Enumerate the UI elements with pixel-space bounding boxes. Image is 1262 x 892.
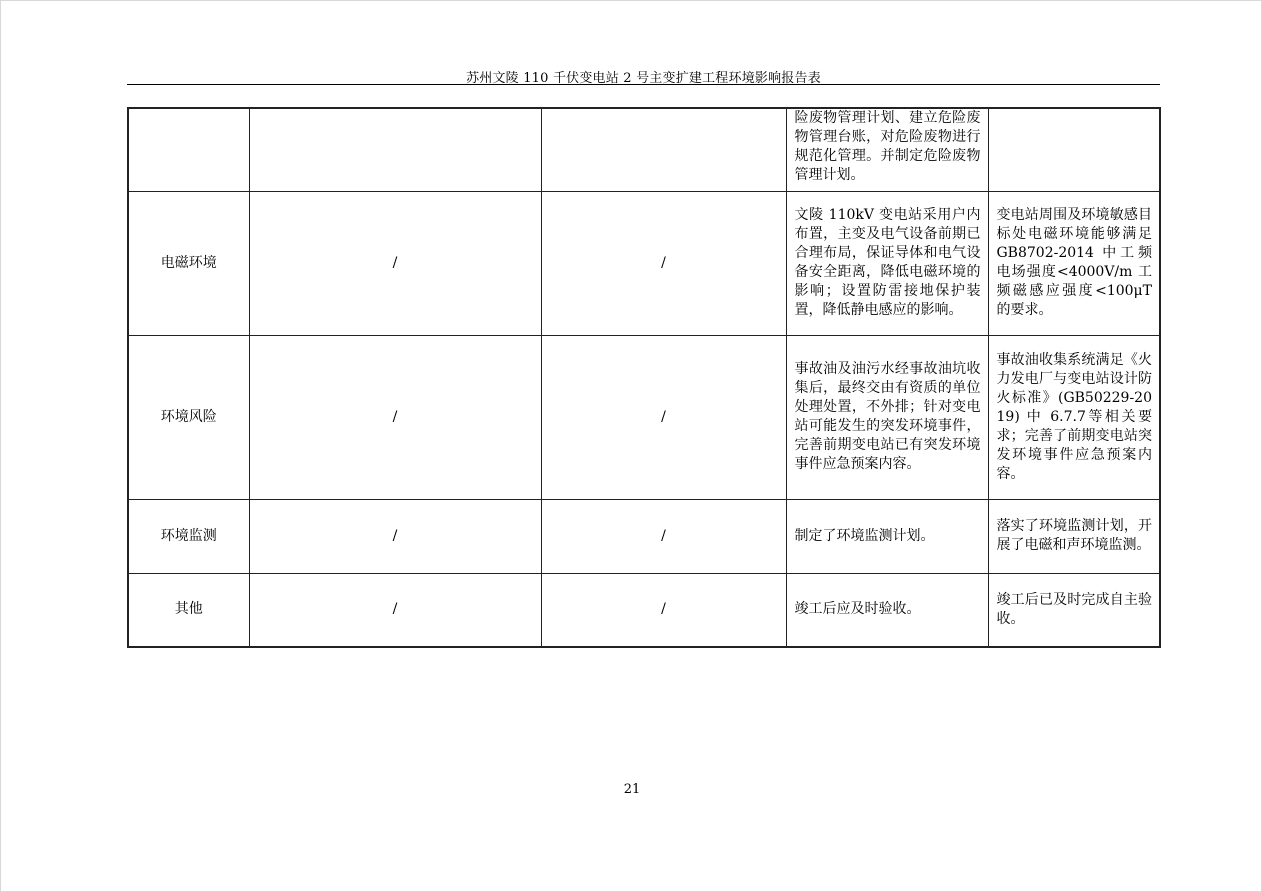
category-cell: 环境监测: [128, 499, 249, 573]
result-cell: 落实了环境监测计划，开展了电磁和声环境监测。: [988, 499, 1160, 573]
measures-cell: 制定了环境监测计划。: [786, 499, 988, 573]
measures-cell: 险废物管理计划、建立危险废物管理台账，对危险废物进行规范化管理。并制定危险废物管理计划。: [786, 108, 988, 191]
table-row: [128, 573, 1160, 647]
result-cell: 竣工后已及时完成自主验收。: [988, 573, 1160, 647]
header-divider: [127, 84, 1160, 85]
environment-measures-table: [127, 107, 1161, 648]
table-row: [128, 191, 1160, 335]
result-cell: [988, 108, 1160, 191]
table-cell: /: [541, 573, 786, 647]
result-cell: 变电站周围及环境敏感目标处电磁环境能够满足 GB8702-2014 中工频电场强度<4000V/m 工频磁感应强度<100μT 的要求。: [988, 191, 1160, 335]
table-cell: /: [249, 191, 541, 335]
category-cell: [128, 108, 249, 191]
table-cell: /: [541, 191, 786, 335]
category-cell: 其他: [128, 573, 249, 647]
measures-cell: 文陵 110kV 变电站采用户内布置，主变及电气设备前期已合理布局，保证导体和电气设备安全距离，降低电磁环境的影响；设置防雷接地保护装置，降低静电感应的影响。: [786, 191, 988, 335]
category-cell: 环境风险: [128, 335, 249, 499]
table-row: [128, 108, 1160, 191]
measures-cell: 竣工后应及时验收。: [786, 573, 988, 647]
table-row: [128, 335, 1160, 499]
table-cell: /: [249, 335, 541, 499]
category-cell: 电磁环境: [128, 191, 249, 335]
measures-cell: 事故油及油污水经事故油坑收集后，最终交由有资质的单位处理处置，不外排；针对变电站可能发生的突发环境事件，完善前期变电站已有突发环境事件应急预案内容。: [786, 335, 988, 499]
document-header-title: 苏州文陵 110 千伏变电站 2 号主变扩建工程环境影响报告表: [466, 71, 821, 86]
table-cell: [541, 108, 786, 191]
result-cell: 事故油收集系统满足《火力发电厂与变电站设计防火标准》(GB50229-2019) 中 6.7.7等相关要求；完善了前期变电站突发环境事件应急预案内容。: [988, 335, 1160, 499]
table-row: [128, 499, 1160, 573]
table-cell: /: [541, 335, 786, 499]
table-cell: /: [249, 573, 541, 647]
table-cell: /: [249, 499, 541, 573]
table-cell: [249, 108, 541, 191]
table-cell: /: [541, 499, 786, 573]
page-number: 21: [623, 782, 641, 797]
